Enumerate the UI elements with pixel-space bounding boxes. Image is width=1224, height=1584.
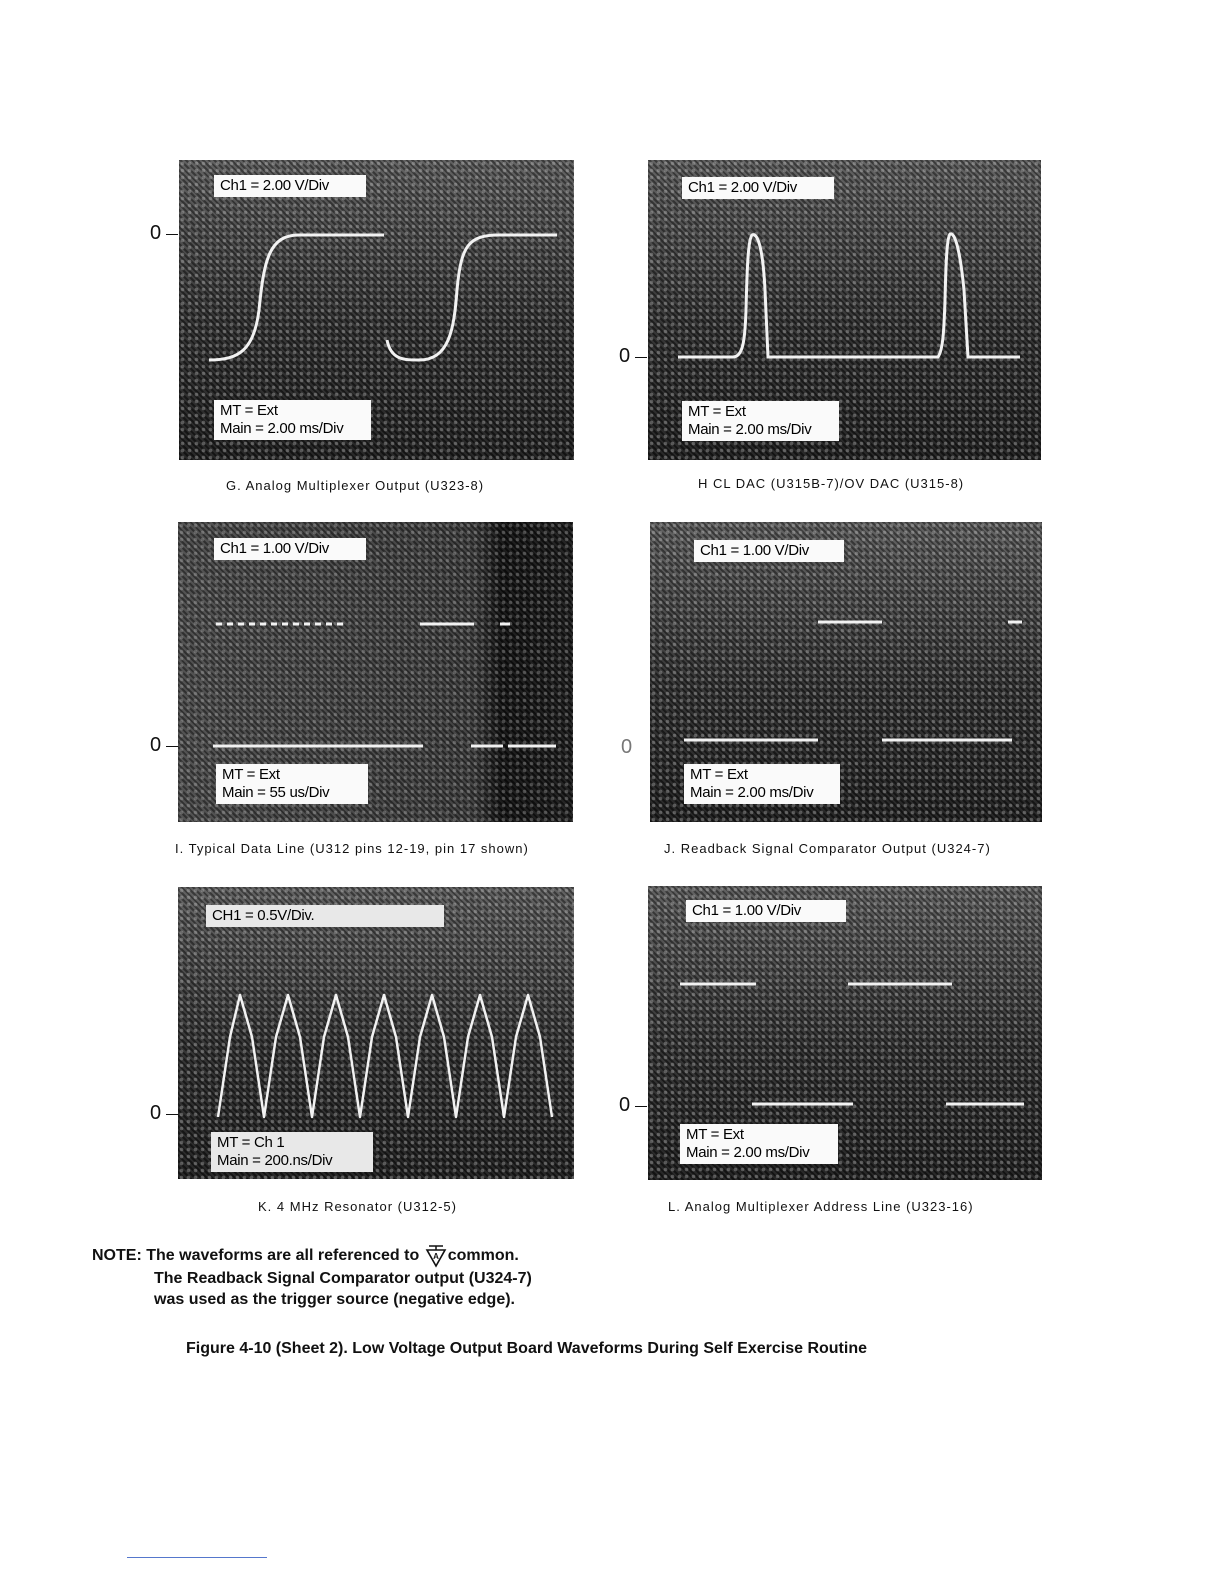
ch-label-h: Ch1 = 2.00 V/Div (682, 177, 834, 199)
main-label-g: Main = 2.00 ms/Div (220, 420, 344, 437)
zero-marker-l: 0 (619, 1094, 631, 1116)
caption-g: G. Analog Multiplexer Output (U323-8) (226, 478, 485, 493)
note-line1-b: common. (447, 1247, 519, 1265)
mt-label-g: MT = Ext (220, 402, 278, 419)
caption-h: H CL DAC (U315B-7)/OV DAC (U315-8) (698, 476, 965, 491)
scope-screen-j (650, 522, 1042, 822)
caption-i: I. Typical Data Line (U312 pins 12-19, pin 17 shown) (175, 841, 529, 856)
trace-k-sine (218, 995, 552, 1117)
timebase-label-g (214, 400, 371, 440)
panel-j (650, 522, 1042, 822)
zero-marker-j: 0 (621, 736, 633, 758)
panel-i (178, 522, 573, 822)
zero-tick-i (166, 746, 178, 747)
zero-marker-g: 0 (150, 222, 162, 244)
timebase-label-k (211, 1132, 373, 1172)
scope-screen-h (648, 160, 1041, 460)
scope-screen-g (179, 160, 574, 460)
panel-h (648, 160, 1041, 460)
main-label-i: Main = 55 us/Div (222, 784, 330, 801)
panel-l (648, 886, 1042, 1180)
mt-label-h: MT = Ext (688, 403, 746, 420)
caption-j: J. Readback Signal Comparator Output (U324-7) (664, 841, 991, 856)
ground-symbol-text: A (432, 1252, 439, 1261)
trace-g (209, 235, 557, 360)
scope-screen-k (178, 887, 574, 1179)
timebase-label-l (680, 1124, 838, 1164)
mt-label-k: MT = Ch 1 (217, 1134, 285, 1151)
footer-rule (127, 1557, 267, 1558)
scope-screen-i (178, 522, 573, 822)
mt-label-l: MT = Ext (686, 1126, 744, 1143)
ch-label-l: Ch1 = 1.00 V/Div (686, 900, 846, 922)
zero-marker-k: 0 (150, 1102, 162, 1124)
panel-g (179, 160, 574, 460)
scope-screen-l (648, 886, 1042, 1180)
timebase-label-h (682, 401, 839, 441)
ch-label-i: Ch1 = 1.00 V/Div (214, 538, 366, 560)
timebase-label-j (684, 764, 840, 804)
figure-caption: Figure 4-10 (Sheet 2). Low Voltage Output Board Waveforms During Self Exercise Routine (186, 1340, 867, 1357)
main-label-h: Main = 2.00 ms/Div (688, 421, 812, 438)
mt-label-i: MT = Ext (222, 766, 280, 783)
zero-marker-h: 0 (619, 345, 631, 367)
trace-h (678, 234, 1020, 357)
note-line2: The Readback Signal Comparator output (U324-7) (154, 1270, 532, 1287)
zero-tick-l (635, 1106, 647, 1107)
zero-tick-h (635, 357, 647, 358)
note-prefix: NOTE: (92, 1247, 142, 1265)
caption-k: K. 4 MHz Resonator (U312-5) (258, 1199, 457, 1214)
zero-tick-g (166, 234, 178, 235)
mt-label-j: MT = Ext (690, 766, 748, 783)
ch-label-j: Ch1 = 1.00 V/Div (694, 540, 844, 562)
main-label-j: Main = 2.00 ms/Div (690, 784, 814, 801)
main-label-l: Main = 2.00 ms/Div (686, 1144, 810, 1161)
zero-marker-i: 0 (150, 734, 162, 756)
analog-ground-icon (425, 1244, 447, 1268)
waveform-note (92, 1244, 532, 1310)
ch-label-g: Ch1 = 2.00 V/Div (214, 175, 366, 197)
main-label-k: Main = 200.ns/Div (217, 1152, 333, 1169)
panel-k (178, 887, 574, 1179)
zero-tick-k (166, 1114, 178, 1115)
ch-label-k: CH1 = 0.5V/Div. (206, 905, 444, 927)
note-line3: was used as the trigger source (negative edge). (154, 1291, 515, 1308)
caption-l: L. Analog Multiplexer Address Line (U323-16) (668, 1199, 974, 1214)
timebase-label-i (216, 764, 368, 804)
note-line1-a: The waveforms are all referenced to (146, 1247, 420, 1265)
